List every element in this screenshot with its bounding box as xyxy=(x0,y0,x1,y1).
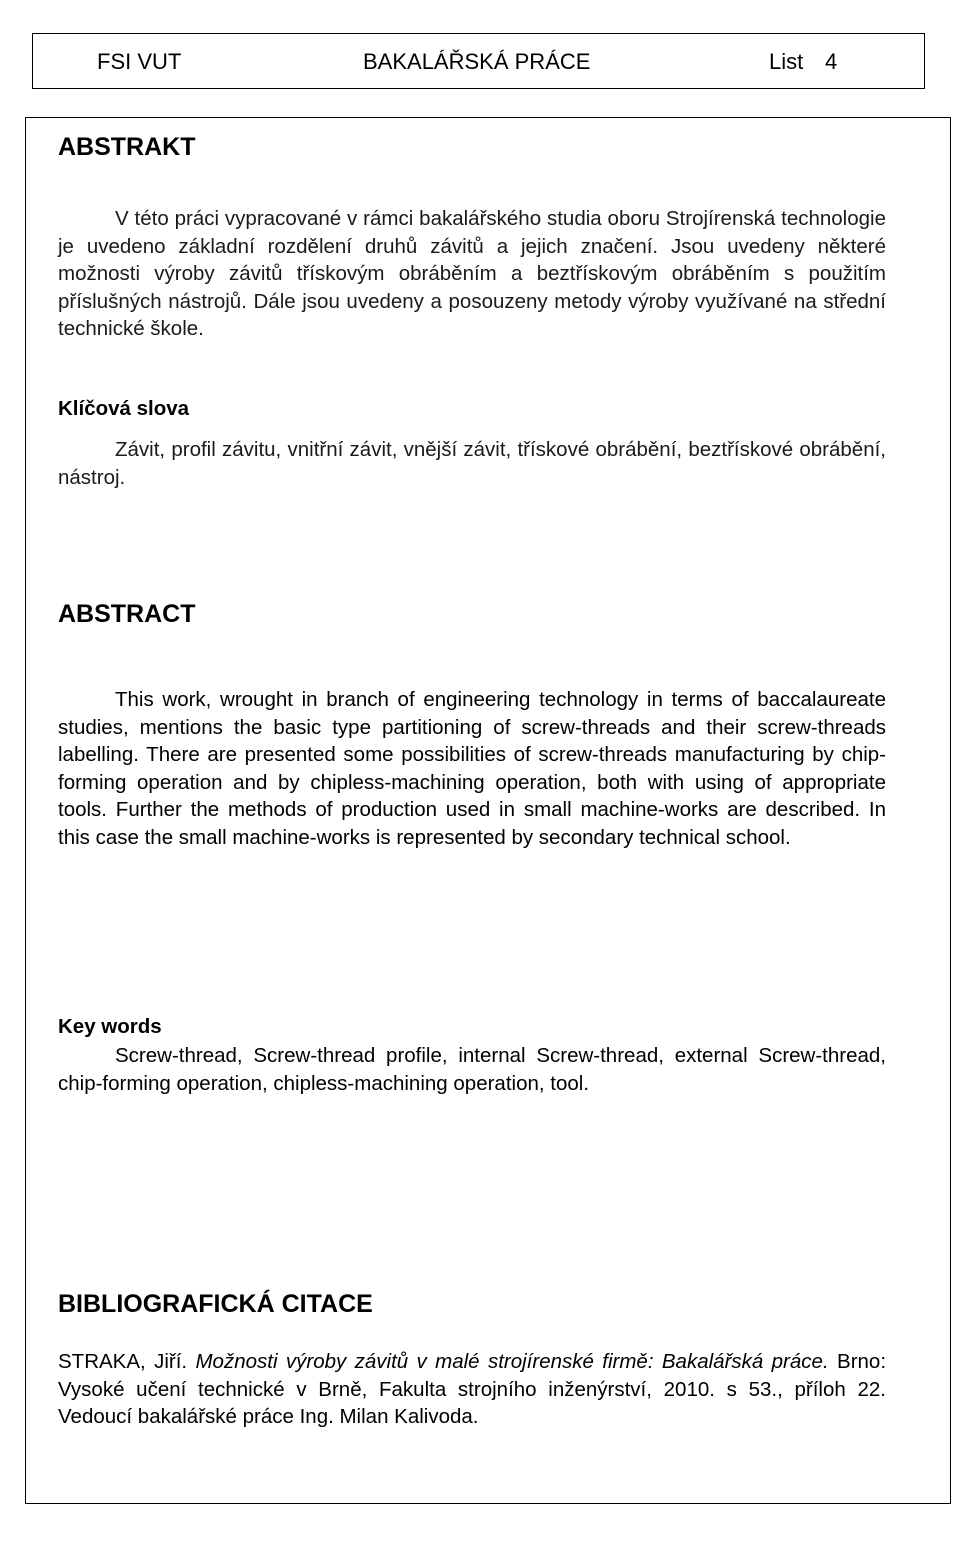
abstract-heading: ABSTRACT xyxy=(58,600,196,628)
header-faculty: FSI VUT xyxy=(97,49,182,74)
header-document-type: BAKALÁŘSKÁ PRÁCE xyxy=(363,49,591,74)
citace-heading: BIBLIOGRAFICKÁ CITACE xyxy=(58,1290,373,1318)
page-header xyxy=(32,33,925,89)
abstract-text: This work, wrought in branch of engineering technology in terms of baccalaureate studies, mentions the basic type partitioning of screw-threads and their screw-threads labelling. There are presented some possibilities of screw-threads manufacturing by chip-forming operation and by chipless-machining operation, both with using of appropriate tools. Further the methods of production used in small machine-works are described. In this case the small machine-works is represented by secondary technical school. xyxy=(58,688,886,849)
header-page-number: 4 xyxy=(825,49,838,74)
abstrakt-text: V této práci vypracované v rámci bakalářského studia oboru Strojírenská technologie je uvedeno základní rozdělení druhů závitů a jejich značení. Jsou uvedeny některé možnosti výroby závitů třískovým obráběním a beztřískovým obráběním s použitím příslušných nástrojů. Dále jsou uvedeny a posouzeny metody výroby využívané na střední technické škole. xyxy=(58,207,886,340)
klicova-slova-heading: Klíčová slova xyxy=(58,397,190,420)
citace-title: Možnosti výroby závitů v malé strojírenské firmě: Bakalářská práce. xyxy=(195,1350,829,1373)
header-page-label: List xyxy=(769,49,804,74)
key-words-heading: Key words xyxy=(58,1015,162,1038)
key-words-text: Screw-thread, Screw-thread profile, internal Screw-thread, external Screw-thread, chip-forming operation, chipless-machining operation, tool. xyxy=(58,1044,886,1095)
citace-publisher: Brno: Vysoké učení technické v Brně, Fakulta strojního inženýrství, 2010. s 53., příloh 22. Vedoucí bakalářské práce Ing. Milan Kalivoda. xyxy=(58,1350,887,1428)
citace-author: STRAKA, Jiří. xyxy=(58,1350,188,1373)
klicova-slova-text: Závit, profil závitu, vnitřní závit, vnější závit, třískové obrábění, beztřískové obrábění, nástroj. xyxy=(58,438,886,489)
citace-text xyxy=(58,1348,886,1431)
abstrakt-heading: ABSTRAKT xyxy=(58,133,196,161)
